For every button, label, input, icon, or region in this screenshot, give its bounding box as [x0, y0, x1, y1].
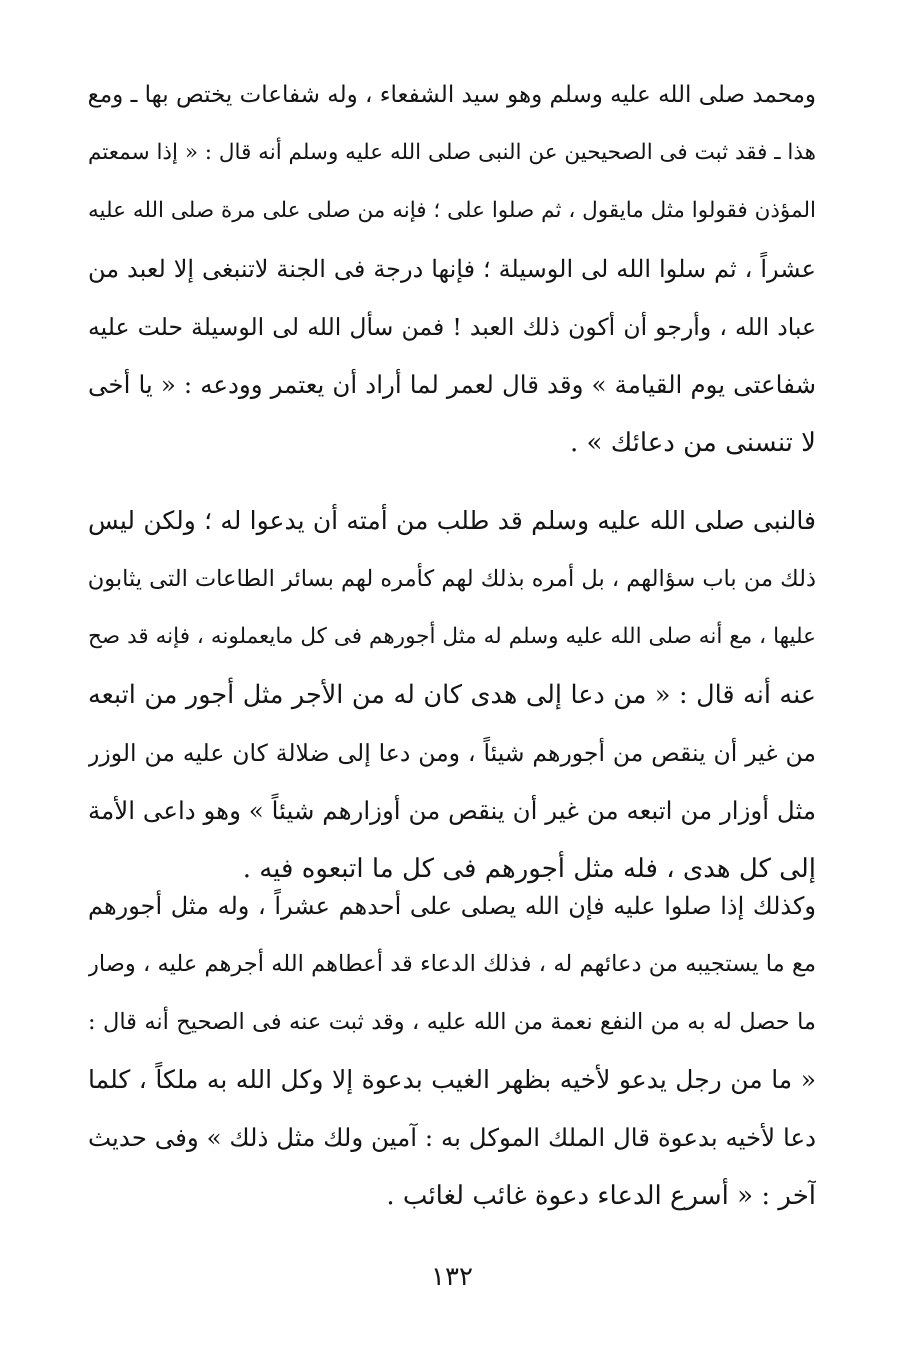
text-line: فالنبى صلى الله عليه وسلم قد طلب من أمته أن يدعوا له ؛ ولكن ليس: [88, 506, 816, 535]
text-line: ما حصل له به من النفع نعمة من الله عليه ، وقد ثبت عنه فى الصحيح أنه قال :: [88, 1009, 816, 1035]
text-line: « ما من رجل يدعو لأخيه بظهر الغيب بدعوة إلا وكل الله به ملكاً ، كلما: [88, 1065, 816, 1094]
text-line: ذلك من باب سؤالهم ، بل أمره بذلك لهم كأمره لهم بسائر الطاعات التى يثابون: [88, 566, 816, 592]
text-line: عباد الله ، وأرجو أن أكون ذلك العبد ! فمن سأل الله لى الوسيلة حلت عليه: [88, 313, 816, 341]
text-line: ومحمد صلى الله عليه وسلم وهو سيد الشفعاء ، وله شفاعات يختص بها ـ ومع: [88, 82, 816, 108]
text-line: آخر : « أسرع الدعاء دعوة غائب لغائب .: [386, 1181, 816, 1211]
text-line: عليها ، مع أنه صلى الله عليه وسلم له مثل أجورهم فى كل مايعملونه ، فإنه قد صح: [88, 624, 816, 649]
page-number: ١٣٢: [431, 1262, 473, 1292]
text-line: مثل أوزار من اتبعه من غير أن ينقص من أوزارهم شيئاً » وهو داعى الأمة: [88, 796, 816, 825]
text-line: المؤذن فقولوا مثل مايقول ، ثم صلوا على ؛ فإنه من صلى على مرة صلى الله عليه: [88, 198, 816, 223]
paragraph-3: [88, 877, 816, 1225]
text-line: شفاعتى يوم القيامة » وقد قال لعمر لما أراد أن يعتمر وودعه : « يا أخى: [88, 370, 816, 399]
paragraph-1: [88, 66, 816, 472]
text-line: دعا لأخيه بدعوة قال الملك الموكل به : آمين ولك مثل ذلك » وفى حديث: [88, 1123, 816, 1152]
text-line: من غير أن ينقص من أجورهم شيئاً ، ومن دعا إلى ضلالة كان عليه من الوزر: [88, 739, 816, 767]
text-line: مع ما يستجيبه من دعائهم له ، فذلك الدعاء قد أعطاهم الله أجرهم عليه ، وصار: [88, 951, 816, 977]
text-line: وكذلك إذا صلوا عليه فإن الله يصلى على أحدهم عشراً ، وله مثل أجورهم: [88, 892, 816, 920]
paragraph-2: [88, 492, 816, 898]
text-line: هذا ـ فقد ثبت فى الصحيحين عن النبى صلى الله عليه وسلم أنه قال : « إذا سمعتم: [88, 140, 816, 165]
text-line: لا تنسنى من دعائك » .: [570, 428, 816, 458]
text-line: إلى كل هدى ، فله مثل أجورهم فى كل ما اتبعوه فيه .: [242, 854, 816, 884]
text-line: عشراً ، ثم سلوا الله لى الوسيلة ؛ فإنها درجة فى الجنة لاتنبغى إلا لعبد من: [88, 255, 816, 283]
text-line: عنه أنه قال : « من دعا إلى هدى كان له من الأجر مثل أجور من اتبعه: [88, 680, 816, 710]
